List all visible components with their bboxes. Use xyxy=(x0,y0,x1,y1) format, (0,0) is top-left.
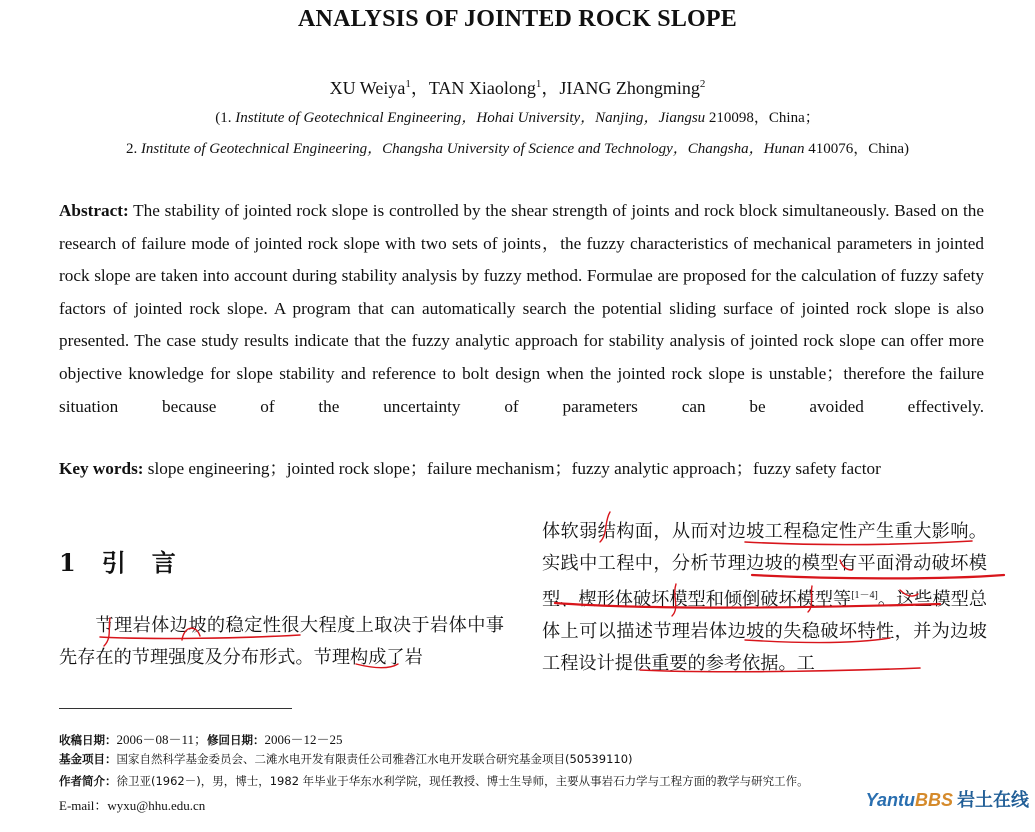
body-left-column: 节理岩体边坡的稳定性很大程度上取决于岩体中事先存在的节理强度及分布形式。节理构成了岩 xyxy=(59,615,504,668)
footnote-divider xyxy=(59,708,292,709)
section-heading xyxy=(59,543,202,578)
abstract xyxy=(59,195,984,423)
section-title: 引言 xyxy=(101,548,202,577)
section-number: 1 xyxy=(59,548,76,577)
author-affil-sup: 2 xyxy=(699,78,706,90)
footnote-bio: 作者简介：徐卫亚(1962－)，男，博士，1982 年毕业于华东水利学院，现任教授、博士生导师，主要从事岩石力学与工程方面的教学与研究工作。 xyxy=(59,774,809,788)
affiliation-1: (1. Institute of Geotechnical Engineering，Hohai University，Nanjing，Jiangsu 210098，China； xyxy=(215,110,820,126)
author-affil-sup: 1 xyxy=(535,78,542,90)
author-name: TAN Xiaolong xyxy=(428,78,536,98)
body-text: 。这些模型总体上可以描述节理岩体边坡的失稳破坏特性，并为边坡工程设计提供重要的参考依据。工 xyxy=(542,589,988,675)
watermark-logo: YantuBBS 岩土在线 xyxy=(865,790,1029,810)
author-name: JIANG Zhongming xyxy=(559,78,700,98)
keywords-text: slope engineering；jointed rock slope；failure mechanism；fuzzy analytic approach；fuzzy safety factor xyxy=(147,459,881,478)
author-affil-sup: 1 xyxy=(405,78,411,90)
keywords-label: Key words: xyxy=(59,459,144,478)
author-name: XU Weiya xyxy=(329,78,406,98)
abstract-label: Abstract: xyxy=(59,201,129,220)
footnote-email: E-mail：wyxu@hhu.edu.cn xyxy=(59,798,206,813)
footnote-dates: 收稿日期：2006－08－11；修回日期：2006－12－25 xyxy=(59,732,343,747)
abstract-text: The stability of jointed rock slope is controlled by the shear strength of joints and rock block simultaneously. Based on the research of failure mode of jointed rock slope with two sets of joints，the fuzzy characteristics of mechanical parameters in jointed rock slope are taken into account during stability analysis by fuzzy method. Formulae are proposed for the calculation of fuzzy safety factors of jointed rock slope. A program that can automatically search the potential sliding surface of jointed rock slope is also presented. The case study results indicate that the fuzzy analytic approach for stability analysis of jointed rock slope can offer more objective knowledge for slope stability and reference to bolt design when the jointed rock slope is unstable；therefore the failure situation because of the uncertainty of parameters can be avoided effectively. xyxy=(59,201,984,416)
footnote-fund: 基金项目：国家自然科学基金委员会、二滩水电开发有限责任公司雅砻江水电开发联合研究基金项目(50539110) xyxy=(59,752,633,766)
body-text: 体软弱结构面，从而对边坡工程稳定性产生重大影响。实践中工程中，分析节理边坡的模型有平面滑动破坏模型、楔形体破坏模型和倾倒破坏模型等 xyxy=(542,521,987,611)
author-line: XU Weiya$^1$，TAN Xiaolong$^1$，JIANG Zhongming$^2$ xyxy=(329,78,706,98)
citation-ref: [1－4] xyxy=(851,590,878,601)
paper-title: ANALYSIS OF JOINTED ROCK SLOPE xyxy=(298,6,737,32)
affiliation-2: 2. Institute of Geotechnical Engineering，Changsha University of Science and Technology，Changsha，Hunan 410076，China) xyxy=(125,141,910,157)
keywords xyxy=(59,453,984,485)
body-right-column xyxy=(542,516,987,680)
